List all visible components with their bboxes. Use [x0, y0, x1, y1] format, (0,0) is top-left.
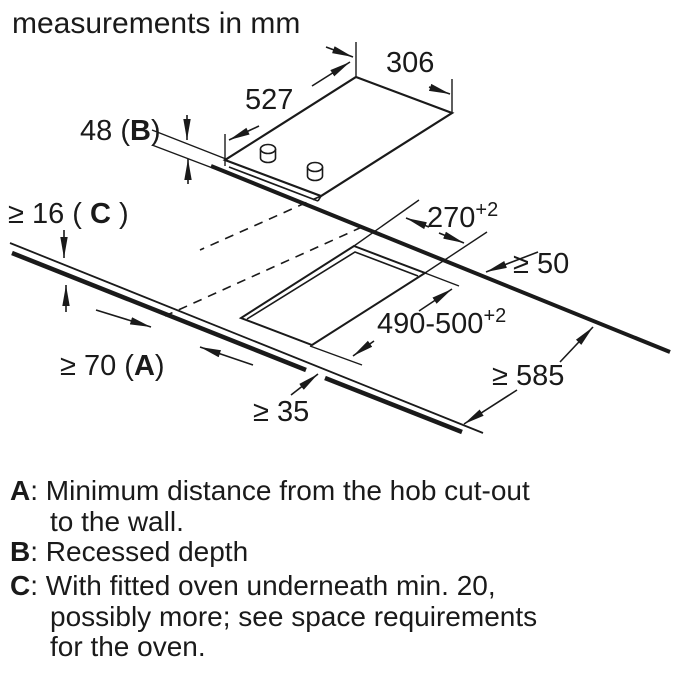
- dim-48-label: 48 (B): [80, 115, 161, 147]
- dimension-arrow: [353, 341, 374, 356]
- extension-line: [425, 273, 459, 286]
- dimension-16-C: [8, 198, 129, 312]
- legend: [10, 475, 537, 662]
- alignment-dashed-line-upper: [200, 196, 321, 250]
- dim-16-label: ≥ 16 ( C ): [8, 198, 129, 230]
- dim-50-label: ≥ 50: [513, 248, 570, 280]
- dimension-585: [464, 327, 593, 424]
- dimension-50: [486, 248, 569, 280]
- dim-585-label: ≥ 585: [492, 360, 565, 392]
- dimension-490-500: [310, 273, 506, 365]
- knob-top: [308, 163, 323, 172]
- legend-c-line2: possibly more; see space requirements: [50, 601, 538, 632]
- dim-527-label: 527: [245, 84, 294, 116]
- page-title: measurements in mm: [12, 7, 301, 40]
- dimension-arrow: [406, 218, 429, 227]
- dimension-270: [354, 199, 498, 273]
- legend-a-line1: A: Minimum distance from the hob cut-out: [10, 475, 530, 506]
- extension-line: [152, 145, 231, 175]
- dimension-arrow: [560, 327, 593, 362]
- extension-line: [152, 130, 226, 159]
- dimension-arrow: [439, 233, 464, 243]
- dimension-arrow: [326, 47, 353, 57]
- dim-70-label: ≥ 70 (A): [60, 350, 165, 382]
- legend-b-line1: B: Recessed depth: [10, 536, 249, 567]
- hob-knob-2: [308, 163, 323, 181]
- dim-35-label: ≥ 35: [253, 396, 310, 428]
- dimension-arrow: [200, 347, 253, 365]
- dim-306-label: 306: [386, 47, 435, 79]
- hob-knob-1: [261, 145, 276, 163]
- legend-c-line1: C: With fitted oven underneath min. 20,: [10, 570, 496, 601]
- dimension-70-A: [60, 310, 253, 382]
- dimension-35: [253, 374, 318, 428]
- dimension-arrow: [229, 126, 259, 140]
- dim-270-label: $270^{+2}$: [427, 199, 499, 234]
- dimension-48-B: [80, 115, 231, 184]
- dimension-arrow: [291, 374, 318, 395]
- dimension-arrow: [429, 87, 450, 94]
- dimension-arrow: [312, 62, 350, 86]
- knob-top: [261, 145, 276, 154]
- worktop-front-bar-right: [325, 378, 462, 432]
- legend-a-line2: to the wall.: [50, 506, 184, 537]
- dim-490-label: $490-500^{+2}$: [377, 305, 507, 340]
- legend-c-line3: for the oven.: [50, 631, 206, 662]
- dimension-arrow: [96, 310, 151, 327]
- dimension-arrow: [464, 390, 517, 424]
